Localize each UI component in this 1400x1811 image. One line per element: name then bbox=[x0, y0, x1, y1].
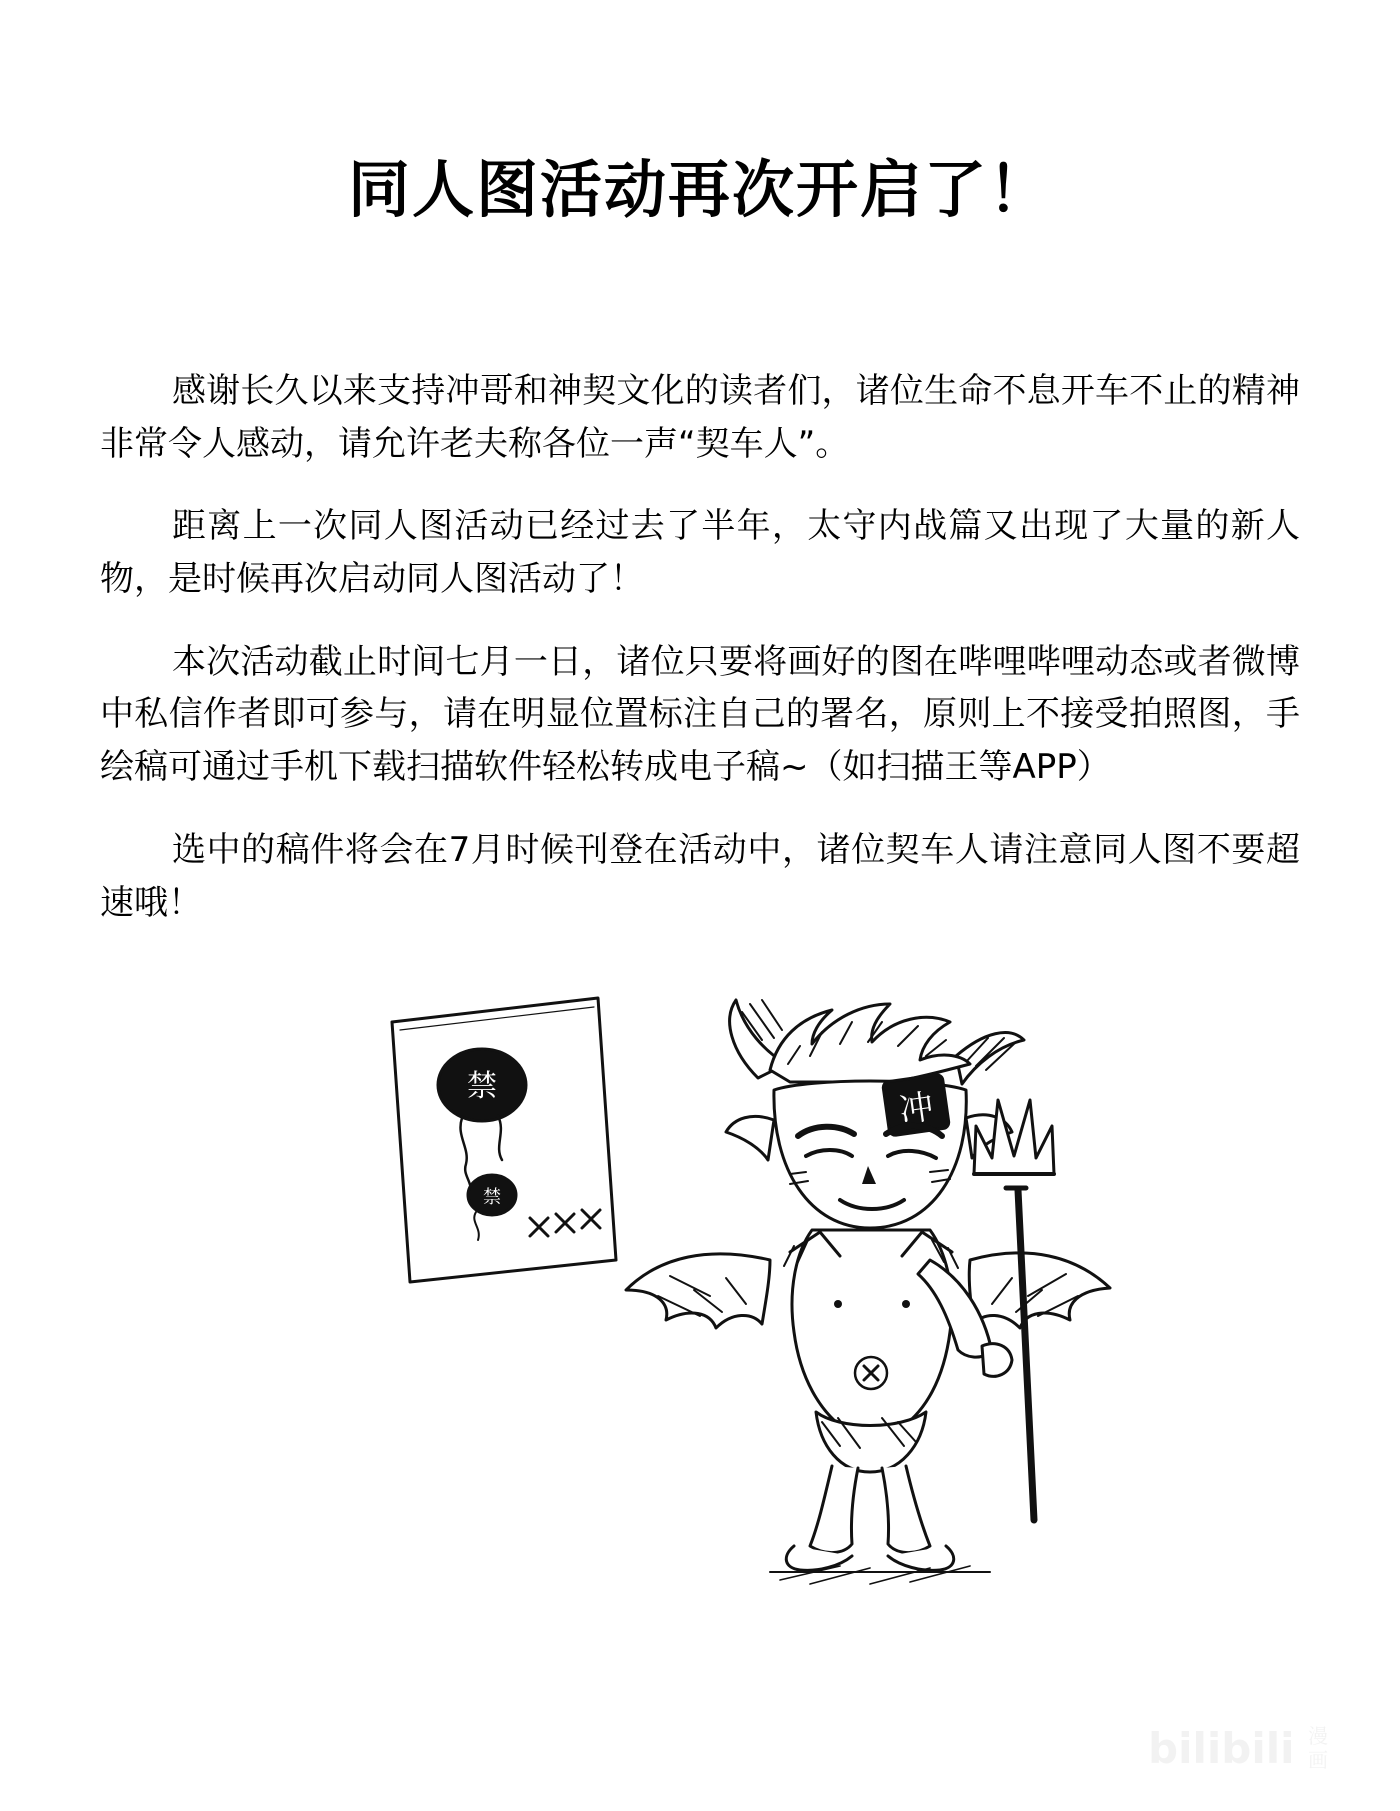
svg-text:禁: 禁 bbox=[467, 1069, 497, 1104]
paragraph-4: 选中的稿件将会在7月时候刊登在活动中，诸位契车人请注意同人图不要超速哦！ bbox=[100, 829, 1300, 923]
svg-text:禁: 禁 bbox=[483, 1187, 501, 1208]
announcement-body bbox=[100, 365, 1300, 959]
paragraph-3: 本次活动截止时间七月一日，诸位只要将画好的图在哔哩哔哩动态或者微博中私信作者即可参与，请在明显位置标注自己的署名，原则上不接受拍照图，手绘稿可通过手机下载扫描软件轻松转成电子稿~（如扫描王等APP） bbox=[100, 641, 1300, 788]
bilibili-watermark bbox=[1148, 1715, 1358, 1779]
paragraph-2: 距离上一次同人图活动已经过去了半年，太守内战篇又出现了大量的新人物，是时候再次启动同人图活动了！ bbox=[100, 506, 1300, 600]
page-title: 同人图活动再次开启了！ bbox=[347, 153, 1052, 226]
svg-text:画: 画 bbox=[1308, 1748, 1328, 1772]
banned-poster-icon bbox=[392, 998, 616, 1282]
svg-text:bilibili: bilibili bbox=[1148, 1724, 1295, 1773]
svg-text:冲: 冲 bbox=[896, 1086, 937, 1132]
paragraph-1: 感谢长久以来支持冲哥和神契文化的读者们，诸位生命不息开车不止的精神非常令人感动，请允许老夫称各位一声“契车人”。 bbox=[100, 371, 1300, 464]
demon-character-icon bbox=[626, 1000, 1110, 1584]
svg-text:漫: 漫 bbox=[1308, 1724, 1328, 1748]
illustration bbox=[370, 960, 1270, 1600]
